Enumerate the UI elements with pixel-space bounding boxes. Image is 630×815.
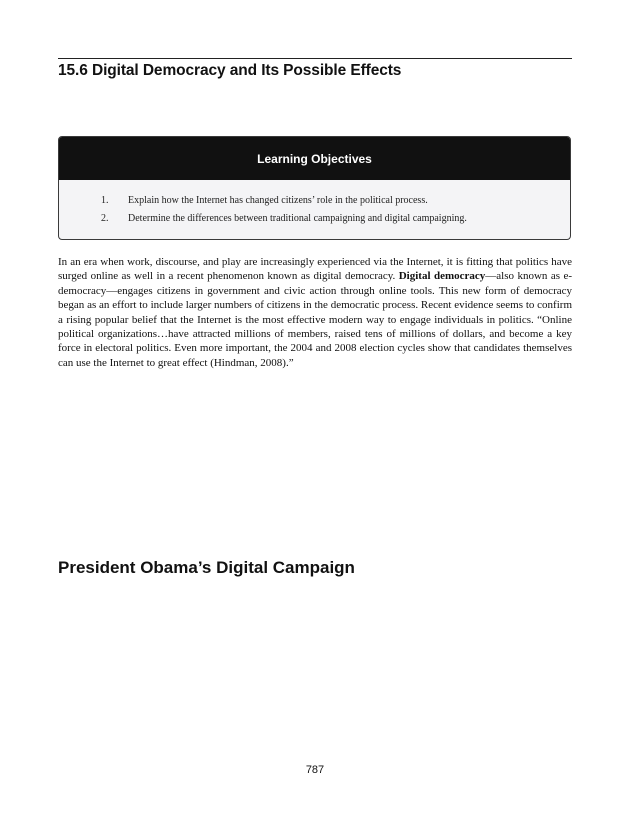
learning-objectives-box (58, 136, 571, 240)
key-term: Digital democracy (398, 270, 486, 283)
learning-objective-item (59, 211, 570, 227)
page-number: 787 (305, 764, 325, 776)
learning-objectives-header: Learning Objectives (59, 137, 570, 180)
objective-number: 2. (101, 213, 109, 224)
objective-text: Explain how the Internet has changed citizens’ role in the political process. (128, 195, 428, 206)
subsection-heading: President Obama’s Digital Campaign (58, 558, 355, 577)
objective-text: Determine the differences between traditional campaigning and digital campaigning. (128, 213, 467, 224)
objective-number: 1. (101, 195, 109, 206)
paragraph-text: —also known as e-democracy—engages citizens in government and civic action through online tools. This new form of democracy began as an effort to include larger numbers of citizens in the democratic process. Recent evidence seems to confirm a rising popular belief that the Internet is the most effective modern way to engage individuals in politics. “Online political organizations…have attracted millions of members, raised tens of millions of dollars, and become a key force in electoral politics. Even more important, the 2004 and 2008 election cycles show that candidates themselves can use the Internet to great effect (Hindman, 2008).” (58, 270, 572, 369)
body-paragraph (58, 255, 572, 370)
learning-objectives-list (59, 193, 570, 229)
section-title: 15.6 Digital Democracy and Its Possible Effects (58, 62, 402, 79)
paragraph-text: In an era when work, discourse, and play are increasingly experienced via the Internet, it is fitting that politics have surged online as well in a recent phenomenon known as digital democracy. (58, 256, 572, 283)
top-rule (58, 58, 572, 59)
learning-objective-item (59, 193, 570, 209)
